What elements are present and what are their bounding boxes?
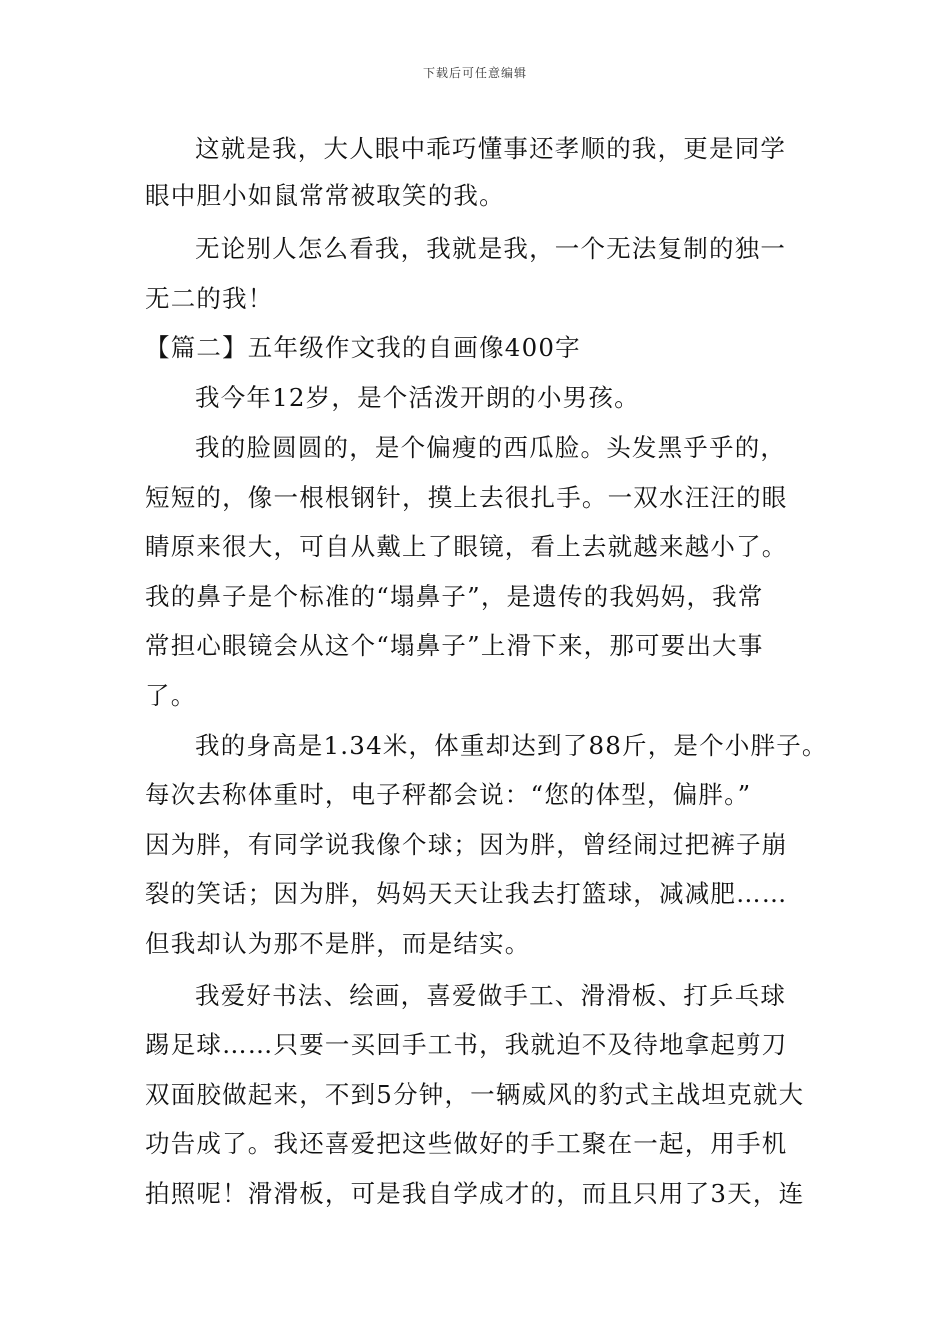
section-heading: 【篇二】五年级作文我的自画像400字: [145, 333, 581, 362]
text-line: 短短的，像一根根钢针，摸上去很扎手。一双水汪汪的眼: [145, 483, 788, 512]
text-line: 功告成了。我还喜爱把这些做好的手工聚在一起，用手机: [145, 1129, 788, 1158]
text-line: 了。: [145, 681, 197, 710]
text-line: 拍照呢！滑滑板，可是我自学成才的，而且只用了3天，连: [145, 1179, 805, 1208]
text-line: 我爱好书法、绘画，喜爱做手工、滑滑板、打乒乓球: [195, 981, 787, 1010]
text-line: 睛原来很大，可自从戴上了眼镜，看上去就越来越小了。: [145, 532, 788, 561]
text-line: 裂的笑话；因为胖，妈妈天天让我去打篮球，减减肥……: [145, 879, 788, 908]
header-note: 下载后可任意编辑: [422, 66, 527, 80]
text-line: 我的鼻子是个标准的“塌鼻子”，是遗传的我妈妈，我常: [145, 582, 764, 611]
text-line: 因为胖，有同学说我像个球；因为胖，曾经闹过把裤子崩: [145, 830, 788, 859]
text-line: 无论别人怎么看我，我就是我，一个无法复制的独一: [195, 234, 787, 263]
text-line: 我今年12岁，是个活泼开朗的小男孩。: [195, 383, 640, 412]
text-line: 双面胶做起来，不到5分钟，一辆威风的豹式主战坦克就大: [145, 1080, 805, 1109]
text-line: 踢足球……只要一买回手工书，我就迫不及待地拿起剪刀: [145, 1030, 788, 1059]
text-line: 眼中胆小如鼠常常被取笑的我。: [145, 181, 505, 210]
text-line: 我的脸圆圆的，是个偏瘦的西瓜脸。头发黑乎乎的，: [195, 433, 787, 462]
text-line: 这就是我，大人眼中乖巧懂事还孝顺的我，更是同学: [195, 134, 787, 163]
text-line: 无二的我！: [145, 284, 274, 313]
text-line: 每次去称体重时，电子秤都会说：“您的体型，偏胖。”: [145, 780, 752, 809]
text-line: 但我却认为那不是胖，而是结实。: [145, 929, 531, 958]
text-line: 我的身高是1.34米，体重却达到了88斤，是个小胖子。: [195, 731, 828, 760]
text-line: 常担心眼镜会从这个“塌鼻子”上滑下来，那可要出大事: [145, 631, 764, 660]
